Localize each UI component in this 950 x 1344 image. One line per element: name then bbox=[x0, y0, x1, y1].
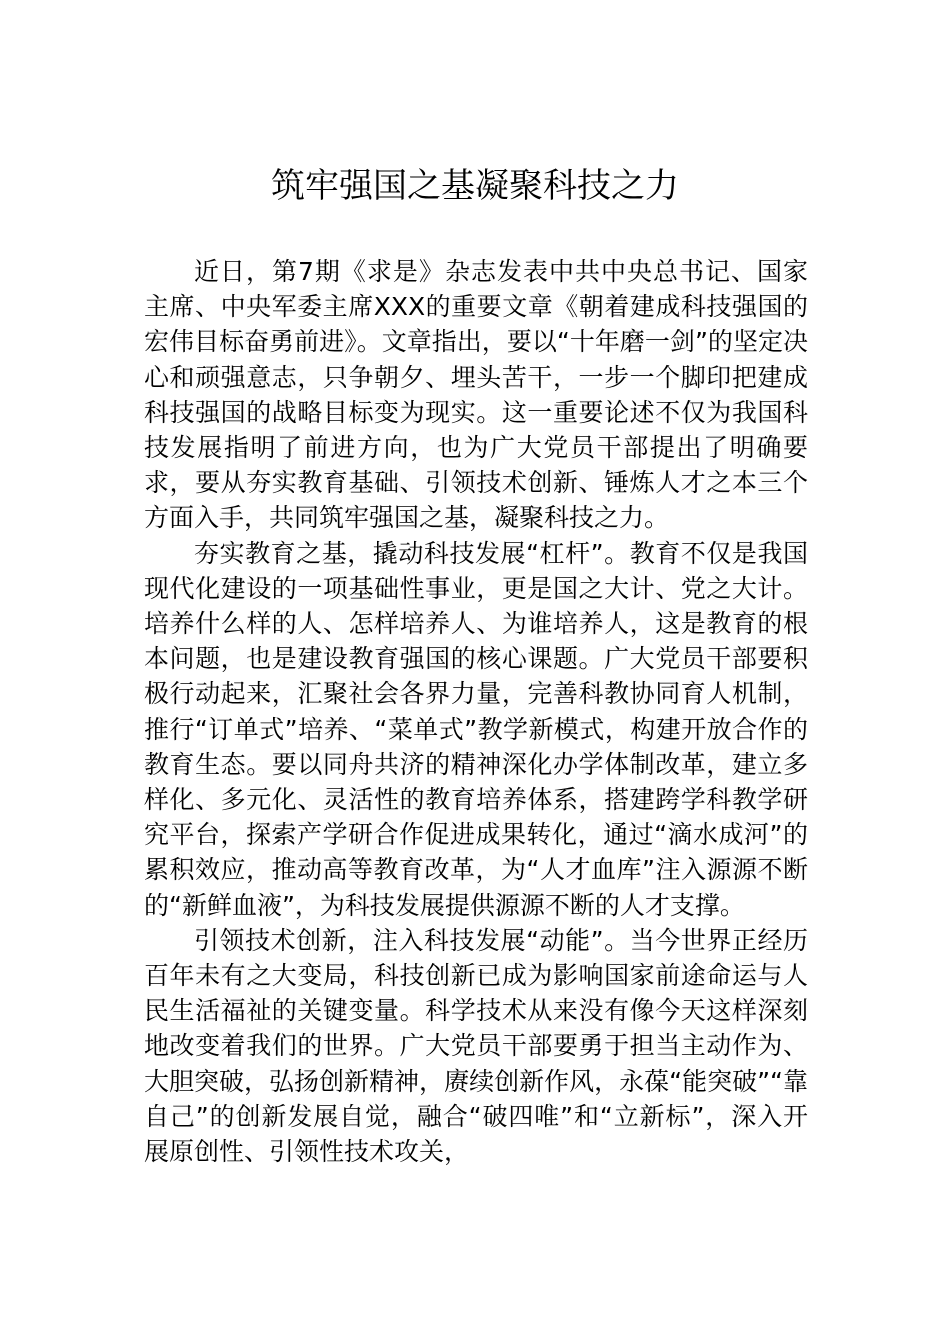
document-body bbox=[144, 254, 808, 1169]
paragraph-1: 近日，第7期《求是》杂志发表中共中央总书记、国家主席、中央军委主席XXX的重要文章《朝着建成科技强国的宏伟目标奋勇前进》。文章指出，要以“十年磨一剑”的坚定决心和顽强意志，只争朝夕、埋头苦干，一步一个脚印把建成科技强国的战略目标变为现实。这一重要论述不仅为我国科技发展指明了前进方向，也为广大党员干部提出了明确要求，要从夯实教育基础、引领技术创新、锤炼人才之本三个方面入手，共同筑牢强国之基，凝聚科技之力。 bbox=[144, 257, 808, 533]
paragraph-2: 夯实教育之基，撬动科技发展“杠杆”。教育不仅是我国现代化建设的一项基础性事业，更是国之大计、党之大计。培养什么样的人、怎样培养人、为谁培养人，这是教育的根本问题，也是建设教育强国的核心课题。广大党员干部要积极行动起来，汇聚社会各界力量，完善科教协同育人机制，推行“订单式”培养、“菜单式”教学新模式，构建开放合作的教育生态。要以同舟共济的精神深化办学体制改革，建立多样化、多元化、灵活性的教育培养体系，搭建跨学科教学研究平台，探索产学研合作促进成果转化，通过“滴水成河”的累积效应，推动高等教育改革，为“人才血库”注入源源不断的“新鲜血液”，为科技发展提供源源不断的人才支撑。 bbox=[144, 538, 808, 920]
document-title: 筑牢强国之基凝聚科技之力 bbox=[271, 166, 679, 206]
paragraph-3: 引领技术创新，注入科技发展“动能”。当今世界正经历百年未有之大变局，科技创新已成为影响国家前途命运与人民生活福祉的关键变量。科学技术从来没有像今天这样深刻地改变着我们的世界。广大党员干部要勇于担当主动作为、大胆突破，弘扬创新精神，赓续创新作风，永葆“能突破”“靠自己”的创新发展自觉，融合“破四唯”和“立新标”，深入开展原创性、引领性技术攻关， bbox=[144, 925, 808, 1167]
